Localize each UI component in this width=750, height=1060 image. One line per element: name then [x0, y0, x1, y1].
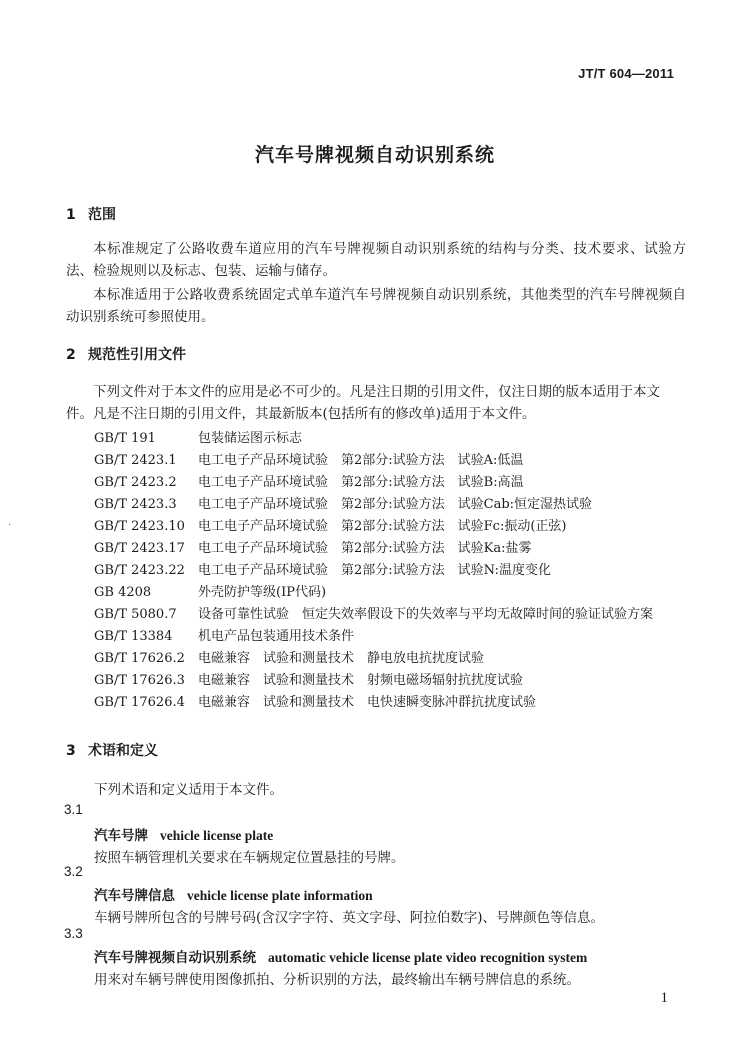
- standard-number: JT/T 604—2011: [578, 66, 674, 81]
- reference-title: 设备可靠性试验 恒定失效率假设下的失效率与平均无故障时间的验证试验方案: [198, 607, 654, 622]
- reference-code: GB/T 2423.22: [94, 563, 185, 578]
- reference-code: GB/T 2423.3: [94, 497, 177, 512]
- reference-code: GB/T 2423.17: [94, 541, 185, 556]
- term-definition: 用来对车辆号牌使用图像抓拍、分析识别的方法，最终输出车辆号牌信息的系统。: [94, 972, 580, 988]
- section-number: 2: [66, 347, 76, 363]
- term-name-zh: 汽车号牌: [94, 828, 148, 844]
- reference-title: 外壳防护等级(IP代码): [198, 585, 327, 600]
- reference-title: 电磁兼容 试验和测量技术 电快速瞬变脉冲群抗扰度试验: [198, 695, 537, 710]
- section-title: 术语和定义: [88, 743, 158, 759]
- reference-code: GB 4208: [94, 585, 152, 600]
- reference-code: GB/T 2423.2: [94, 475, 177, 490]
- reference-title: 电磁兼容 试验和测量技术 静电放电抗扰度试验: [198, 651, 485, 666]
- term-number: 3.2: [64, 864, 83, 879]
- reference-item: [94, 538, 694, 560]
- reference-item: [94, 648, 694, 670]
- section-title: 范围: [88, 207, 116, 223]
- section-1-paragraph-2: 本标准适用于公路收费系统固定式单车道汽车号牌视频自动识别系统，其他类型的汽车号牌视频自动识别系统可参照使用。: [66, 287, 686, 325]
- reference-code: GB/T 13384: [94, 629, 173, 644]
- reference-title: 包装储运图示标志: [198, 431, 303, 446]
- term-name-en: vehicle license plate information: [187, 888, 373, 903]
- page-number: 1: [660, 990, 668, 1006]
- margin-mark: ·: [8, 520, 12, 531]
- reference-title: 机电产品包装通用技术条件: [198, 629, 355, 644]
- reference-item: [94, 494, 694, 516]
- term-name: [94, 824, 273, 844]
- term-name-en: vehicle license plate: [160, 828, 274, 843]
- reference-title: 电工电子产品环境试验 第2部分:试验方法 试验A:低温: [198, 453, 524, 468]
- reference-code: GB/T 191: [94, 431, 156, 446]
- term-name: [94, 884, 373, 904]
- section-1-paragraph-1: 本标准规定了公路收费车道应用的汽车号牌视频自动识别系统的结构与分类、技术要求、试验方法、检验规则以及标志、包装、运输与储存。: [66, 241, 686, 279]
- reference-title: 电工电子产品环境试验 第2部分:试验方法 试验Cab:恒定湿热试验: [198, 497, 593, 512]
- reference-item: [94, 670, 694, 692]
- reference-item: [94, 428, 694, 450]
- section-2-intro: 下列文件对于本文件的应用是必不可少的。凡是注日期的引用文件，仅注日期的版本适用于本文件。凡是不注日期的引用文件，其最新版本(包括所有的修改单)适用于本文件。: [66, 384, 660, 422]
- section-2-heading: [66, 344, 186, 364]
- reference-title: 电工电子产品环境试验 第2部分:试验方法 试验N:温度变化: [198, 563, 551, 578]
- reference-item: [94, 626, 694, 648]
- section-title: 规范性引用文件: [88, 347, 186, 363]
- section-number: 1: [66, 207, 76, 223]
- term-definition: 按照车辆管理机关要求在车辆规定位置悬挂的号牌。: [94, 850, 405, 866]
- reference-item: [94, 692, 694, 714]
- term-definition: 车辆号牌所包含的号牌号码(含汉字字符、英文字母、阿拉伯数字)、号牌颜色等信息。: [94, 910, 605, 926]
- reference-item: [94, 604, 694, 626]
- reference-list: [94, 428, 694, 714]
- reference-title: 电工电子产品环境试验 第2部分:试验方法 试验Ka:盐雾: [198, 541, 532, 556]
- term-name-en: automatic vehicle license plate video recognition system: [268, 950, 588, 965]
- reference-code: GB/T 2423.10: [94, 519, 185, 534]
- reference-code: GB/T 17626.3: [94, 673, 185, 688]
- term-name: [94, 946, 587, 966]
- section-3-heading: [66, 740, 158, 760]
- section-3-intro: 下列术语和定义适用于本文件。: [94, 782, 283, 798]
- term-name-zh: 汽车号牌视频自动识别系统: [94, 950, 256, 966]
- reference-item: [94, 450, 694, 472]
- reference-code: GB/T 5080.7: [94, 607, 177, 622]
- reference-code: GB/T 2423.1: [94, 453, 177, 468]
- reference-title: 电工电子产品环境试验 第2部分:试验方法 试验Fc:振动(正弦): [198, 519, 567, 534]
- term-number: 3.1: [64, 802, 83, 817]
- reference-item: [94, 516, 694, 538]
- term-number: 3.3: [64, 926, 83, 941]
- reference-item: [94, 582, 694, 604]
- term-name-zh: 汽车号牌信息: [94, 888, 175, 904]
- section-1-heading: [66, 204, 116, 224]
- reference-item: [94, 472, 694, 494]
- reference-title: 电工电子产品环境试验 第2部分:试验方法 试验B:高温: [198, 475, 524, 490]
- section-number: 3: [66, 743, 76, 759]
- reference-code: GB/T 17626.4: [94, 695, 185, 710]
- reference-title: 电磁兼容 试验和测量技术 射频电磁场辐射抗扰度试验: [198, 673, 524, 688]
- reference-item: [94, 560, 694, 582]
- document-title: 汽车号牌视频自动识别系统: [254, 144, 495, 166]
- reference-code: GB/T 17626.2: [94, 651, 185, 666]
